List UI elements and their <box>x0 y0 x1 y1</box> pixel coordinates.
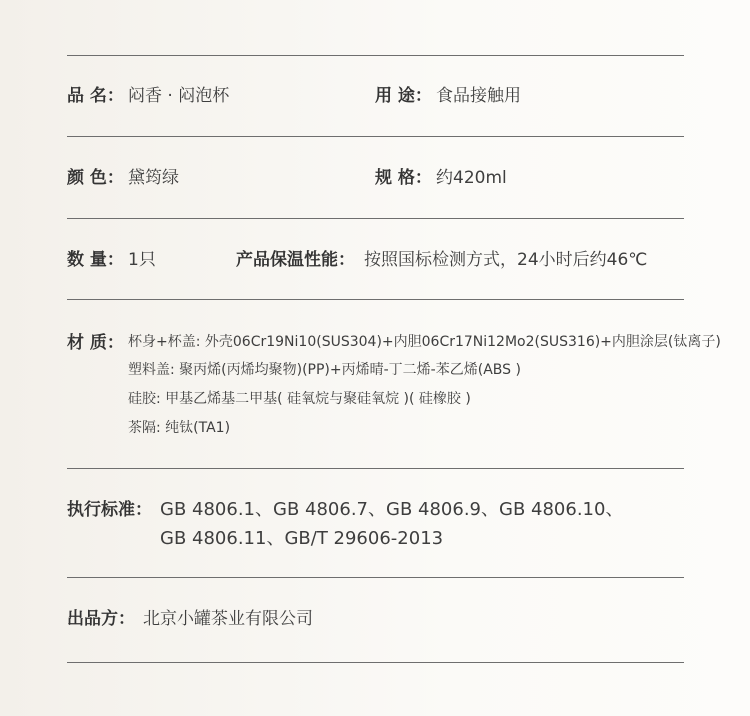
producer-label: 出品方： <box>67 609 135 629</box>
color-value: 黛筠绿 <box>128 168 179 188</box>
insulation-label: 产品保温性能： <box>236 250 355 270</box>
divider <box>67 662 684 663</box>
producer-value: 北京小罐茶业有限公司 <box>143 609 313 629</box>
standard-line: GB 4806.1、GB 4806.7、GB 4806.9、GB 4806.10、 <box>160 499 624 520</box>
product-name-value: 闷香 · 闷泡杯 <box>128 86 230 106</box>
divider <box>67 218 684 219</box>
material-line: 杯身+杯盖: 外壳06Cr19Ni10(SUS304)+内胆06Cr17Ni12Mo2(SUS316)+内胆涂层(钛离子) <box>128 334 721 350</box>
use-label: 用 途： <box>375 86 432 106</box>
quantity-label: 数 量： <box>67 250 124 270</box>
product-name-label: 品 名： <box>67 86 124 106</box>
color-label: 颜 色： <box>67 168 124 188</box>
material-line: 塑料盖: 聚丙烯(丙烯均聚物)(PP)+丙烯晴-丁二烯-苯乙烯(ABS ) <box>128 362 521 378</box>
material-line: 硅胶: 甲基乙烯基二甲基( 硅氧烷与聚硅氧烷 )( 硅橡胶 ) <box>128 391 471 407</box>
quantity-value: 1只 <box>128 250 156 270</box>
divider <box>67 577 684 578</box>
divider <box>67 55 684 56</box>
material-line: 茶隔: 纯钛(TA1) <box>128 420 231 436</box>
divider <box>67 136 684 137</box>
standard-line: GB 4806.11、GB/T 29606-2013 <box>160 528 444 549</box>
divider <box>67 299 684 300</box>
size-label: 规 格： <box>375 168 432 188</box>
standard-label: 执行标准： <box>67 500 152 520</box>
material-label: 材 质： <box>67 333 124 353</box>
size-value: 约420ml <box>436 168 507 188</box>
insulation-value: 按照国标检测方式，24小时后约46℃ <box>364 250 648 270</box>
use-value: 食品接触用 <box>436 86 521 106</box>
divider <box>67 468 684 469</box>
